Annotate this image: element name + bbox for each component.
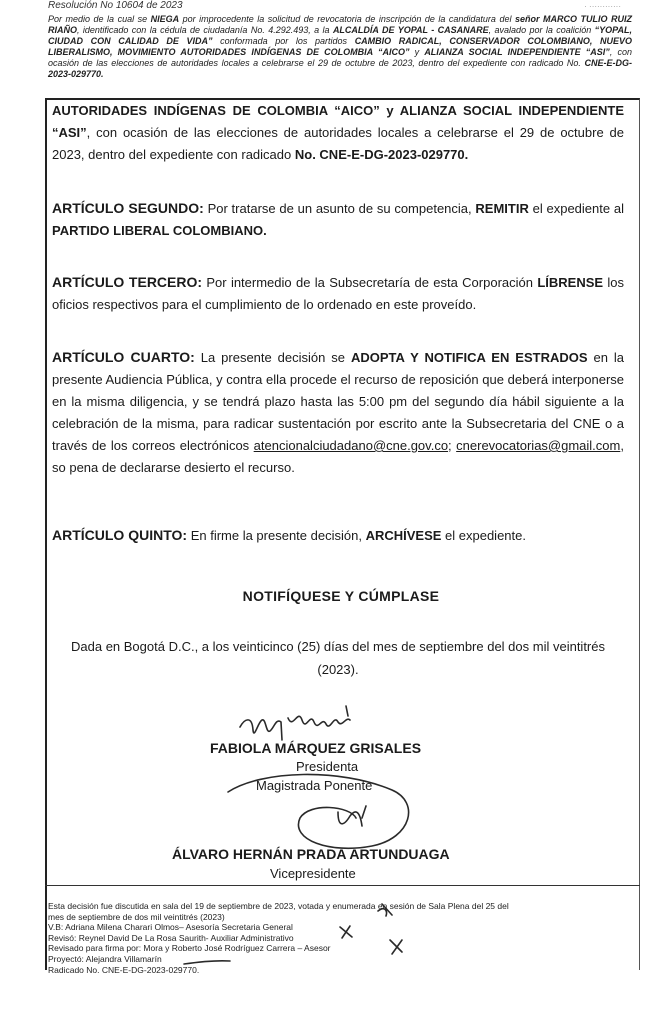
- signer-name-2: ÁLVARO HERNÁN PRADA ARTUNDUAGA: [172, 846, 450, 862]
- signer-role-2: Magistrada Ponente: [256, 778, 373, 793]
- email-link-atencion[interactable]: atencionalciudadano@cne.gov.co: [253, 438, 449, 453]
- article-second: ARTÍCULO SEGUNDO: Por tratarse de un asunto de su competencia, REMITIR el expediente al PARTIDO LIBERAL COLOMBIANO.: [52, 200, 624, 238]
- page-marker: · ············: [584, 2, 621, 11]
- intro-paragraph: AUTORIDADES INDÍGENAS DE COLOMBIA “AICO” y ALIANZA SOCIAL INDEPENDIENTE “ASI”, con ocasión de las elecciones de autoridades locales a celebrarse el 29 de octubre de 2023, dentro del expediente con radicado No. CNE-E-DG-2023-029770.: [52, 103, 624, 162]
- signer-role-1: Presidenta: [296, 759, 359, 774]
- footer-line: Revisó: Reynel David De La Rosa Saurith- Auxiliar Administrativo: [48, 932, 294, 943]
- footer-line: Radicado No. CNE-E-DG-2023-029770.: [48, 964, 200, 975]
- signer-name-1: FABIOLA MÁRQUEZ GRISALES: [210, 740, 422, 756]
- footer-line: Proyectó: Alejandra Villamarín: [48, 953, 162, 964]
- article-third: ARTÍCULO TERCERO: Por intermedio de la Subsecretaría de esta Corporación LÍBRENSE los oficios respectivos para el cumplimiento de lo ordenado en este proveído.: [52, 274, 624, 312]
- dated-line: Dada en Bogotá D.C., a los veinticinco (25) días del mes de septiembre del dos mil veintitrés (2023).: [71, 639, 605, 677]
- footer-line: V.B: Adriana Milena Charari Olmos– Asesoría Secretaria General: [48, 922, 293, 933]
- email-link-revocatorias[interactable]: cnerevocatorias@gmail.com: [456, 438, 621, 453]
- closing-heading: NOTIFÍQUESE Y CÚMPLASE: [242, 588, 440, 604]
- frame-divider: [45, 885, 640, 886]
- article-fifth: ARTÍCULO QUINTO: En firme la presente decisión, ARCHÍVESE el expediente.: [52, 527, 526, 543]
- footer-line: Esta decisión fue discutida en sala del 19 de septiembre de 2023, votada y enumerada en sesión de Sala Plena del 25 del: [48, 901, 509, 911]
- resolution-number: Resolución No 10604 de 2023: [48, 0, 183, 11]
- resolution-summary: Por medio de la cual se NIEGA por improcedente la solicitud de revocatoria de inscripción de la candidatura del señor MARCO TULIO RUIZ RIAÑO, identificado con la cédula de ciudadanía No. 4.292.493, a la ALCALDÍA DE YOPAL - CASANARE, avalado por la coalición “YOPAL, CIUDAD CON CALIDAD DE VIDA” conformada por los partidos CAMBIO RADICAL, CONSERVADOR COLOMBIANO, NUEVO LIBERALISMO, MOVIMIENTO AUTORIDADES INDÍGENAS DE COLOMBIA “AICO” y ALIANZA SOCIAL INDEPENDIENTE “ASI”, con ocasión de las elecciones de autoridades locales a celebrarse el 29 de octubre de 2023, dentro del expediente con radicado No. CNE-E-DG-2023-029770.: [48, 14, 633, 79]
- footer-notes: [48, 901, 628, 975]
- signer-role-3: Vicepresidente: [270, 866, 356, 881]
- footer-line: Revisado para firma por: Mora y Roberto José Rodríguez Carrera – Asesor: [48, 943, 331, 954]
- article-fourth: ARTÍCULO CUARTO: La presente decisión se ADOPTA Y NOTIFICA EN ESTRADOS en la presente Audiencia Pública, y contra ella procede el recurso de reposición que deberá interponerse en la misma diligencia, y se tendrá plazo hasta las 5:00 pm del segundo día hábil siguiente a la celebración de la misma, para radicar sustentación por escrito ante la Subsecretaria del CNE o a través de los correos electrónicos atencionalciudadano@cne.gov.co; cnerevocatorias@gmail.com, so pena de declararse desierto el recurso.: [52, 349, 624, 475]
- footer-line: mes de septiembre de dos mil veintitrés (2023): [48, 911, 225, 922]
